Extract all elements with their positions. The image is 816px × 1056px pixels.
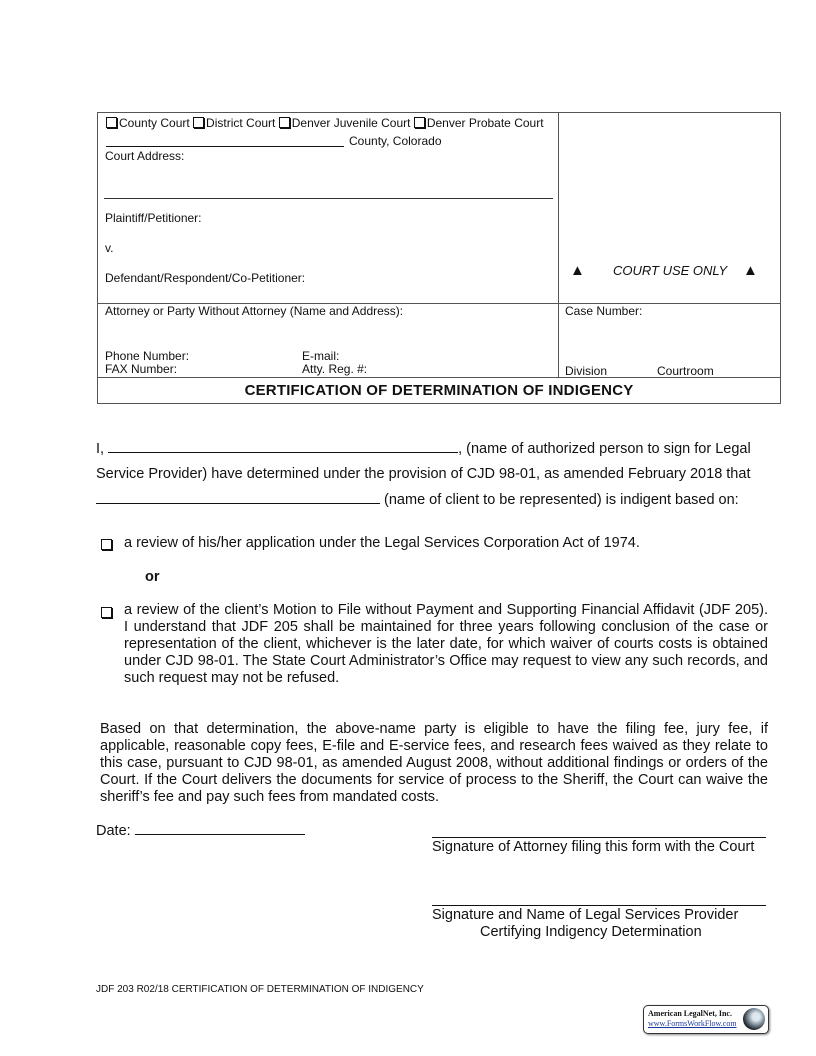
court-option-county[interactable]: County Court (106, 116, 190, 130)
attorney-signature-label: Signature of Attorney filing this form with the Court (432, 839, 755, 855)
option-2-checkbox[interactable] (101, 604, 114, 622)
triangle-up-icon: ▲ (743, 262, 758, 279)
caption-vertical-divider (558, 113, 559, 378)
date-row: Date: (96, 823, 305, 840)
attorney-signature-line[interactable] (432, 837, 766, 838)
division-label: Division (565, 364, 608, 378)
court-option-district[interactable]: District Court (193, 116, 275, 130)
case-number-label: Case Number: (565, 304, 643, 318)
badge-company: American LegalNet, Inc. (648, 1009, 732, 1018)
defendant-label: Defendant/Respondent/Co-Petitioner: (105, 271, 306, 285)
checkbox-icon[interactable] (101, 539, 112, 550)
atty-reg-label: Atty. Reg. #: (302, 362, 368, 376)
provider-signature-sublabel: Certifying Indigency Determination (480, 924, 702, 940)
versus-label: v. (105, 241, 114, 255)
checkbox-icon[interactable] (106, 117, 117, 128)
or-label: or (145, 569, 160, 585)
attorney-label: Attorney or Party Without Attorney (Name and Address): (105, 304, 404, 318)
checkbox-icon[interactable] (279, 117, 290, 128)
court-type-options (106, 116, 544, 130)
date-field[interactable] (135, 833, 305, 835)
fax-label: FAX Number: (105, 362, 178, 376)
badge-url[interactable]: www.FormsWorkFlow.com (648, 1019, 737, 1028)
email-label: E-mail: (302, 349, 340, 363)
option-1-checkbox[interactable] (101, 536, 114, 554)
courtroom-label: Courtroom (657, 364, 714, 378)
option-2-text: a review of the client’s Motion to File without Payment and Supporting Financial Affidavit (JDF 205). I understand that JDF 205 shall be maintained for three years following conclusion of the case or representation of the client, whichever is the later date, for which waiver of courts costs is obtained under CJD 98-01. The State Court Administrator’s Office may request to view any such records, and such request may not be refused. (124, 602, 768, 686)
form-title: CERTIFICATION OF DETERMINATION OF INDIGENCY (244, 382, 634, 399)
provider-signature-line[interactable] (432, 905, 766, 906)
form-id-footer: JDF 203 R02/18 CERTIFICATION OF DETERMINATION OF INDIGENCY (96, 984, 424, 995)
checkbox-icon[interactable] (193, 117, 204, 128)
court-option-denver-probate[interactable]: Denver Probate Court (414, 116, 544, 130)
american-legalnet-badge[interactable] (643, 1005, 769, 1034)
phone-label: Phone Number: (105, 349, 190, 363)
plaintiff-label: Plaintiff/Petitioner: (105, 211, 202, 225)
authorized-person-name-field[interactable] (108, 451, 458, 453)
checkbox-icon[interactable] (101, 607, 112, 618)
court-option-denver-juvenile[interactable]: Denver Juvenile Court (279, 116, 411, 130)
client-name-field[interactable] (96, 502, 380, 504)
county-name-field[interactable] (106, 146, 344, 147)
court-address-label: Court Address: (105, 149, 185, 163)
intro-line-1: I, , (name of authorized person to sign for Legal (96, 441, 751, 457)
determination-paragraph: Based on that determination, the above-name party is eligible to have the filing fee, jury fee, if applicable, reasonable copy fees, E-file and E-service fees, and research fees waived as they relate to this case, pursuant to CJD 98-01, as amended August 2008, without additional findings or orders of the Court. If the Court delivers the documents for service of process to the Sheriff, the Court can waive the sheriff’s fee and pay such fees from mandated costs. (100, 721, 768, 805)
globe-logo-icon (743, 1008, 765, 1030)
option-1-text: a review of his/her application under the Legal Services Corporation Act of 1974. (124, 535, 640, 551)
court-use-only-label: COURT USE ONLY (613, 263, 728, 278)
provider-signature-label: Signature and Name of Legal Services Provider (432, 907, 739, 923)
county-suffix: County, Colorado (349, 134, 442, 148)
court-address-line[interactable] (104, 198, 553, 199)
intro-line-3: (name of client to be represented) is indigent based on: (96, 492, 739, 509)
caption-box (97, 112, 781, 404)
intro-line-2: Service Provider) have determined under the provision of CJD 98-01, as amended February 2018 that (96, 466, 751, 482)
checkbox-icon[interactable] (414, 117, 425, 128)
triangle-up-icon: ▲ (570, 262, 585, 279)
